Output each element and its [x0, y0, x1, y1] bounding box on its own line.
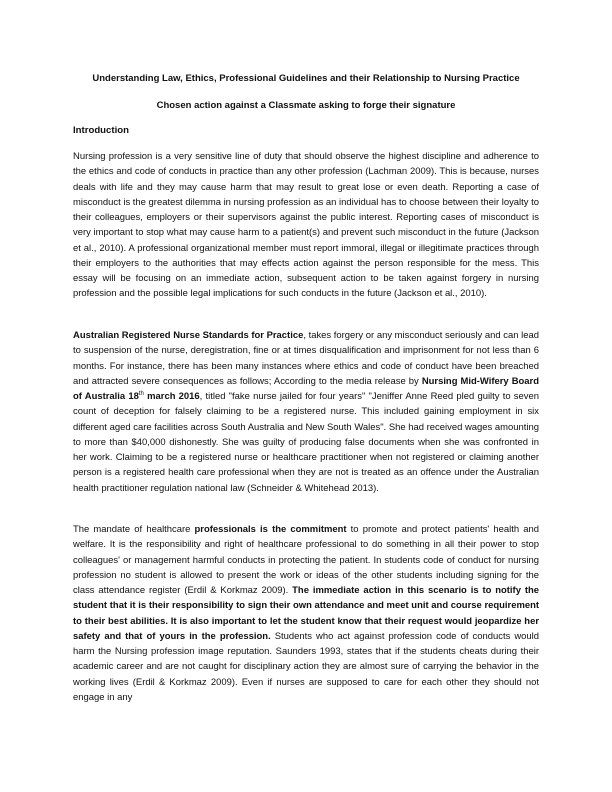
bold-board-name: Nursing Mid-Wifery Board of Australia 18	[73, 375, 539, 402]
paragraph-text: , takes forgery or any misconduct seriously and can lead to suspension of the nurse, deregistration, fine or at times disqualification and imprisonment for not less than 6 months. For instance, there has been many instances where ethics and code of conduct have been breached and attracted severe consequences as follows; According to the media release by	[73, 330, 539, 387]
paragraph-text: , titled "fake nurse jailed for four years" "Jeniffer Anne Reed pled guilty to seven count of deception for falsely claiming to be a registered nurse. This included gaining employment in six different aged care facilities across South Australia and New South Wales". She had received wages amounting to more than $40,000 dishonestly. She was guilty of producing false documents when she was confronted in her work. Claiming to be a registered nurse or healthcare practitioner when not registered or claiming another person is a registered health care professional when they are not is treated as an offence under the Australian health practitioner regulation national law (Schneider & Whitehead 2013).	[73, 391, 539, 494]
paragraph-text: Students who act against profession code of conducts would harm the Nursing profession image reputation. Saunders 1993, states that if the students cheats during their academic career and are not caught for disciplinary action they are almost sure of carrying the behavior in the working lives (Erdil & Korkmaz 2009). Even if nurses are supposed to care for each other they should not engage in any	[73, 630, 539, 703]
bold-standards-name: Australian Registered Nurse Standards for Practice	[73, 330, 304, 341]
ordinal-suffix: th	[138, 390, 144, 397]
bold-immediate-action: The immediate action in this scenario is to notify the student that it is their responsibility to sign their own attendance and meet unit and course requirement to their best abilities. It is also important to let the student know that their request would jeopardize her safety and that of yours in the profession.	[73, 585, 539, 642]
paragraph-introduction	[73, 149, 539, 302]
document-title: Understanding Law, Ethics, Professional Guidelines and their Relationship to Nursing Practice	[92, 73, 520, 84]
paragraph-text: Nursing profession is a very sensitive line of duty that should observe the highest discipline and adherence to the ethics and code of conducts in practice than any other profession (Lachman 2009). This is because, nurses deals with life and they may cause harm that may result to great lose or even death. Reporting a case of misconduct is the greatest dilemma in nursing profession as an individual has to choose between their loyalty to their colleagues, employers or their supervisors against the public interest. Reporting cases of misconduct is very important to stop what may cause harm to a patient(s) and prevent such misconduct in the future (Jackson et al., 2010). A professional organizational member must report immoral, illegal or illegitimate practices through their employers to the authorities that may effects action against the person responsible for the mess. This essay will be focusing on an immediate action, subsequent action to be taken against forgery in nursing profession and the possible legal implications for such conducts in the future (Jackson et al., 2010).	[73, 151, 539, 300]
paragraph-standards	[73, 328, 539, 496]
paragraph-text: The mandate of healthcare	[73, 524, 195, 535]
document-subtitle: Chosen action against a Classmate asking to forge their signature	[156, 100, 456, 111]
bold-date: march 2016	[143, 391, 200, 402]
bold-commitment: professionals is the commitment	[194, 524, 347, 535]
section-heading-introduction: Introduction	[73, 125, 129, 136]
paragraph-text: to promote and protect patients' health and welfare. It is the responsibility and right of healthcare professional to do something in all their power to stop colleagues' or management harmful conducts in protecting the patient. In students code of conduct for nursing profession no student is allowed to present the work or ideas of the other students including signing for the class attendance register (Erdil & Korkmaz 2009).	[73, 524, 539, 596]
paragraph-mandate	[73, 522, 539, 705]
